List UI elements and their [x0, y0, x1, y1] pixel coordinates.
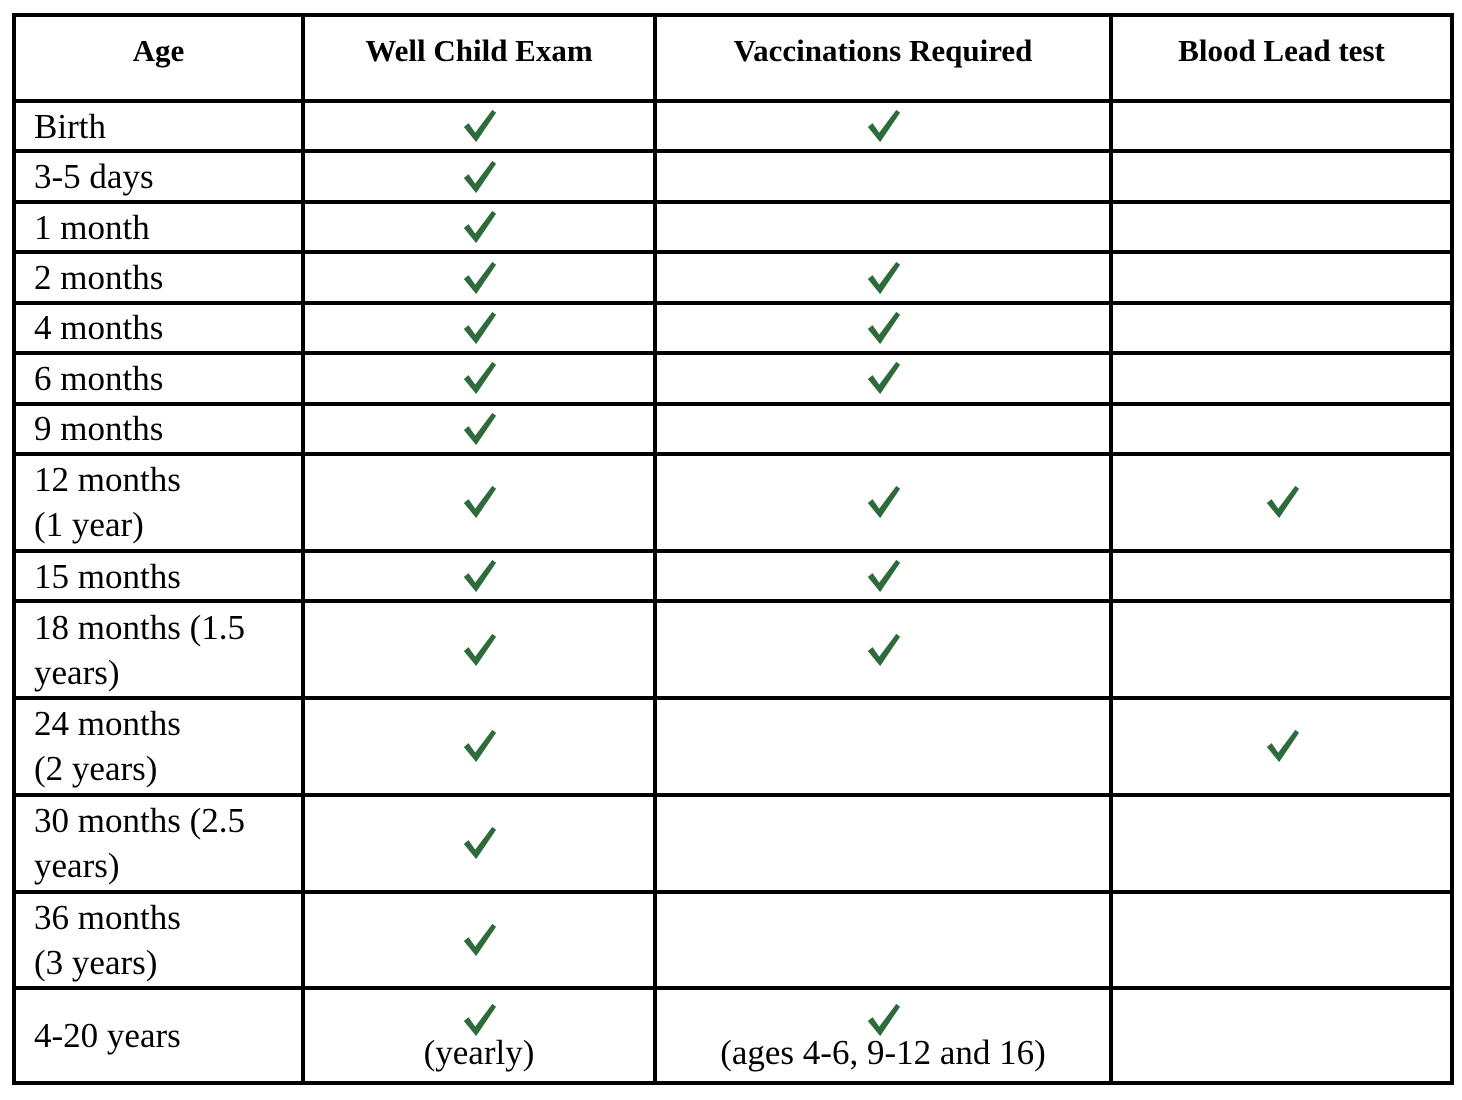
blood-lead-test-cell [1111, 454, 1452, 551]
blood-lead-test-cell [1111, 303, 1452, 353]
well-child-exam-cell [303, 202, 655, 252]
schedule-body [14, 101, 1452, 1083]
age-label: Birth [34, 106, 106, 146]
checkmark-icon [864, 359, 902, 397]
header-blood-lead-test: Blood Lead test [1111, 15, 1452, 101]
blood-lead-test-cell [1111, 988, 1452, 1083]
age-label: (1 year) [34, 505, 144, 545]
checkmark-icon [460, 158, 498, 196]
table-row [14, 202, 1452, 252]
checkmark-icon [864, 557, 902, 595]
table-row [14, 795, 1452, 892]
table-row [14, 988, 1452, 1083]
header-age: Age [14, 15, 303, 101]
checkmark-icon [460, 483, 498, 521]
well-child-exam-cell [303, 892, 655, 989]
blood-lead-test-cell [1111, 101, 1452, 151]
age-label: 9 months [34, 409, 164, 449]
table-row [14, 551, 1452, 601]
age-label: 30 months (2.5 [34, 801, 245, 841]
blood-lead-test-cell [1111, 353, 1452, 403]
age-label: 15 months [34, 556, 181, 596]
blood-lead-test-cell [1111, 202, 1452, 252]
checkmark-icon [460, 921, 498, 959]
header-well-child-exam: Well Child Exam [303, 15, 655, 101]
well-child-schedule-table [12, 13, 1454, 1085]
age-cell [14, 101, 303, 151]
age-cell [14, 988, 303, 1083]
well-child-exam-cell [303, 454, 655, 551]
age-label: 4-20 years [34, 1016, 181, 1056]
age-cell [14, 404, 303, 454]
well-child-exam-note: (yearly) [423, 1032, 535, 1072]
vaccinations-required-cell [655, 454, 1111, 551]
table-row [14, 353, 1452, 403]
age-cell [14, 892, 303, 989]
age-label: 6 months [34, 358, 164, 398]
age-label: 4 months [34, 308, 164, 348]
well-child-exam-cell [303, 151, 655, 201]
vaccinations-required-cell [655, 101, 1111, 151]
checkmark-icon [864, 483, 902, 521]
blood-lead-test-cell [1111, 892, 1452, 989]
well-child-exam-cell [303, 988, 655, 1083]
checkmark-icon [460, 824, 498, 862]
vaccinations-required-cell [655, 353, 1111, 403]
vaccinations-required-cell [655, 202, 1111, 252]
well-child-exam-cell [303, 698, 655, 795]
age-cell [14, 551, 303, 601]
age-cell [14, 151, 303, 201]
well-child-exam-cell [303, 404, 655, 454]
header-vaccinations-required: Vaccinations Required [655, 15, 1111, 101]
age-label: 2 months [34, 258, 164, 298]
header-row [14, 15, 1452, 101]
checkmark-icon [460, 309, 498, 347]
checkmark-icon [1263, 727, 1301, 765]
table-row [14, 101, 1452, 151]
well-child-exam-cell [303, 551, 655, 601]
well-child-exam-cell [303, 101, 655, 151]
blood-lead-test-cell [1111, 151, 1452, 201]
table-row [14, 303, 1452, 353]
checkmark-icon [864, 309, 902, 347]
checkmark-icon [460, 727, 498, 765]
checkmark-icon [1263, 483, 1301, 521]
checkmark-icon [864, 631, 902, 669]
checkmark-icon [460, 208, 498, 246]
table-row [14, 601, 1452, 698]
age-label: years) [34, 652, 120, 692]
vaccinations-required-cell [655, 601, 1111, 698]
checkmark-icon [460, 107, 498, 145]
age-cell [14, 303, 303, 353]
age-label: 12 months [34, 460, 181, 500]
checkmark-icon [460, 410, 498, 448]
checkmark-icon [460, 359, 498, 397]
age-label: (2 years) [34, 749, 158, 789]
vaccinations-required-cell [655, 551, 1111, 601]
blood-lead-test-cell [1111, 795, 1452, 892]
blood-lead-test-cell [1111, 601, 1452, 698]
age-cell [14, 202, 303, 252]
age-cell [14, 353, 303, 403]
vaccinations-required-cell [655, 303, 1111, 353]
blood-lead-test-cell [1111, 698, 1452, 795]
age-label: 24 months [34, 704, 181, 744]
table-row [14, 404, 1452, 454]
checkmark-icon [460, 631, 498, 669]
age-label: (3 years) [34, 942, 158, 982]
table-row [14, 698, 1452, 795]
well-child-exam-cell [303, 252, 655, 302]
blood-lead-test-cell [1111, 404, 1452, 454]
well-child-exam-cell [303, 795, 655, 892]
age-cell [14, 252, 303, 302]
vaccinations-required-cell [655, 795, 1111, 892]
age-cell [14, 795, 303, 892]
age-label: years) [34, 846, 120, 886]
blood-lead-test-cell [1111, 252, 1452, 302]
age-cell [14, 698, 303, 795]
well-child-exam-cell [303, 303, 655, 353]
checkmark-icon [460, 259, 498, 297]
vaccinations-required-cell [655, 988, 1111, 1083]
vaccinations-required-cell [655, 404, 1111, 454]
age-label: 18 months (1.5 [34, 607, 245, 647]
vaccinations-required-cell [655, 252, 1111, 302]
vaccinations-required-note: (ages 4-6, 9-12 and 16) [720, 1032, 1046, 1072]
age-label: 3-5 days [34, 157, 154, 197]
age-label: 36 months [34, 897, 181, 937]
vaccinations-required-cell [655, 151, 1111, 201]
table-row [14, 454, 1452, 551]
age-cell [14, 454, 303, 551]
checkmark-icon [864, 107, 902, 145]
vaccinations-required-cell [655, 698, 1111, 795]
age-label: 1 month [34, 207, 150, 247]
well-child-exam-cell [303, 353, 655, 403]
well-child-exam-cell [303, 601, 655, 698]
vaccinations-required-cell [655, 892, 1111, 989]
table-row [14, 151, 1452, 201]
blood-lead-test-cell [1111, 551, 1452, 601]
table-row [14, 252, 1452, 302]
table-row [14, 892, 1452, 989]
age-cell [14, 601, 303, 698]
checkmark-icon [864, 259, 902, 297]
checkmark-icon [460, 557, 498, 595]
